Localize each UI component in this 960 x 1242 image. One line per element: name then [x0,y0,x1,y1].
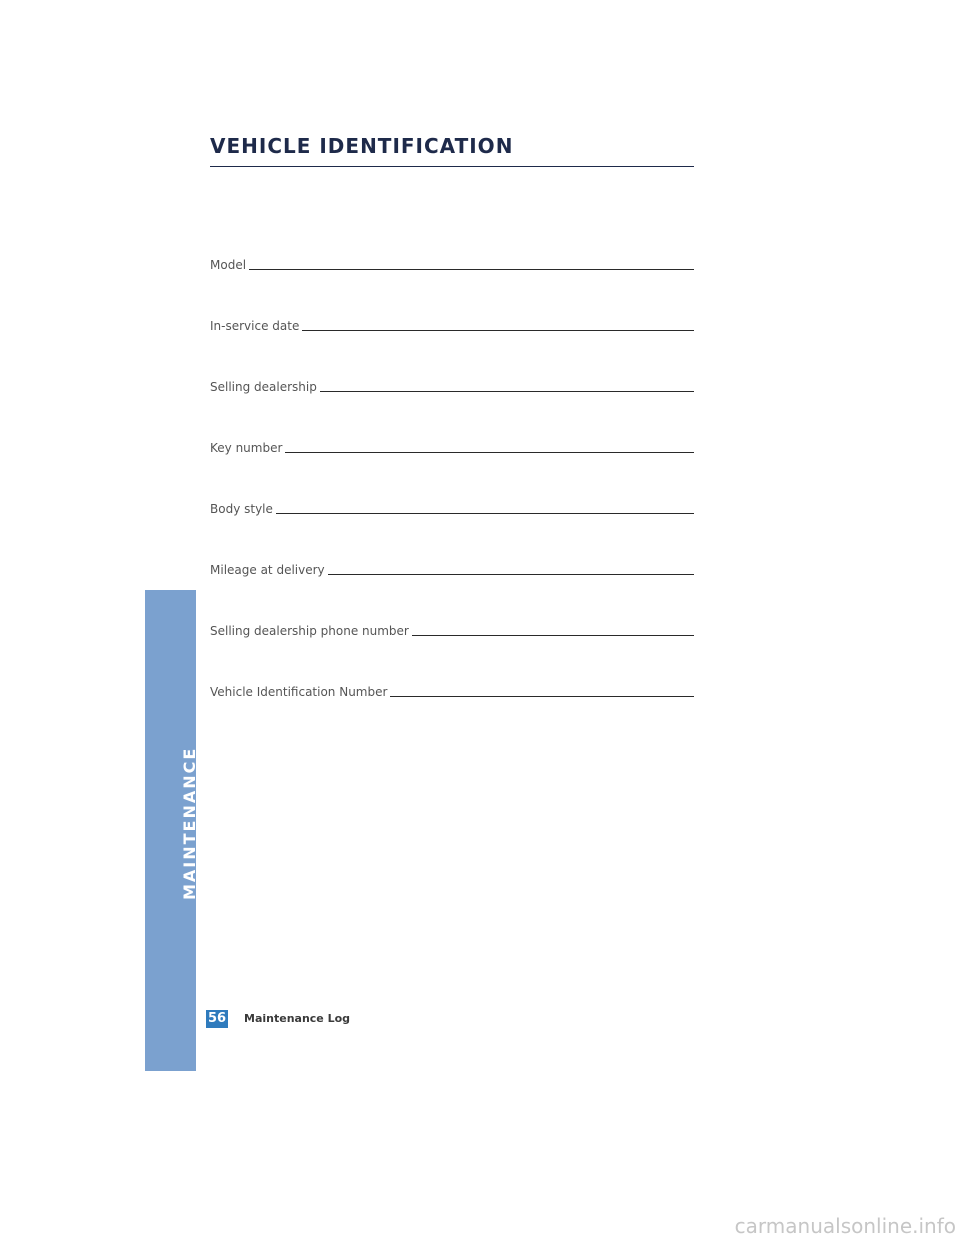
section-tab-label: MAINTENANCE [180,746,199,900]
field-label: In-service date [210,319,300,333]
field-label: Body style [210,502,273,516]
field-label: Model [210,258,247,272]
title-rule [210,166,694,167]
field-label: Mileage at delivery [210,563,325,577]
watermark: carmanualsonline.info [734,1214,956,1238]
footer-section-title: Maintenance Log [244,1012,351,1025]
fill-in-line[interactable] [276,513,694,514]
fill-in-line[interactable] [285,452,694,453]
field-label: Selling dealership [210,380,317,394]
field-mileage-at-delivery [210,559,694,577]
field-selling-dealership [210,376,694,394]
field-label: Selling dealership phone number [210,624,409,638]
page-title: VEHICLE IDENTIFICATION [210,134,514,158]
fill-in-line[interactable] [302,330,694,331]
field-label: Vehicle Identification Number [210,685,388,699]
field-body-style [210,498,694,516]
fill-in-line[interactable] [412,635,694,636]
field-vin [210,681,694,699]
page-number: 56 [207,1011,227,1026]
fill-in-line[interactable] [320,391,694,392]
fill-in-line[interactable] [328,574,694,575]
fill-in-line[interactable] [390,696,694,697]
field-in-service-date [210,315,694,333]
field-key-number [210,437,694,455]
vehicle-id-form [210,254,694,742]
fill-in-line[interactable] [249,269,694,270]
field-model [210,254,694,272]
field-dealership-phone [210,620,694,638]
field-label: Key number [210,441,283,455]
